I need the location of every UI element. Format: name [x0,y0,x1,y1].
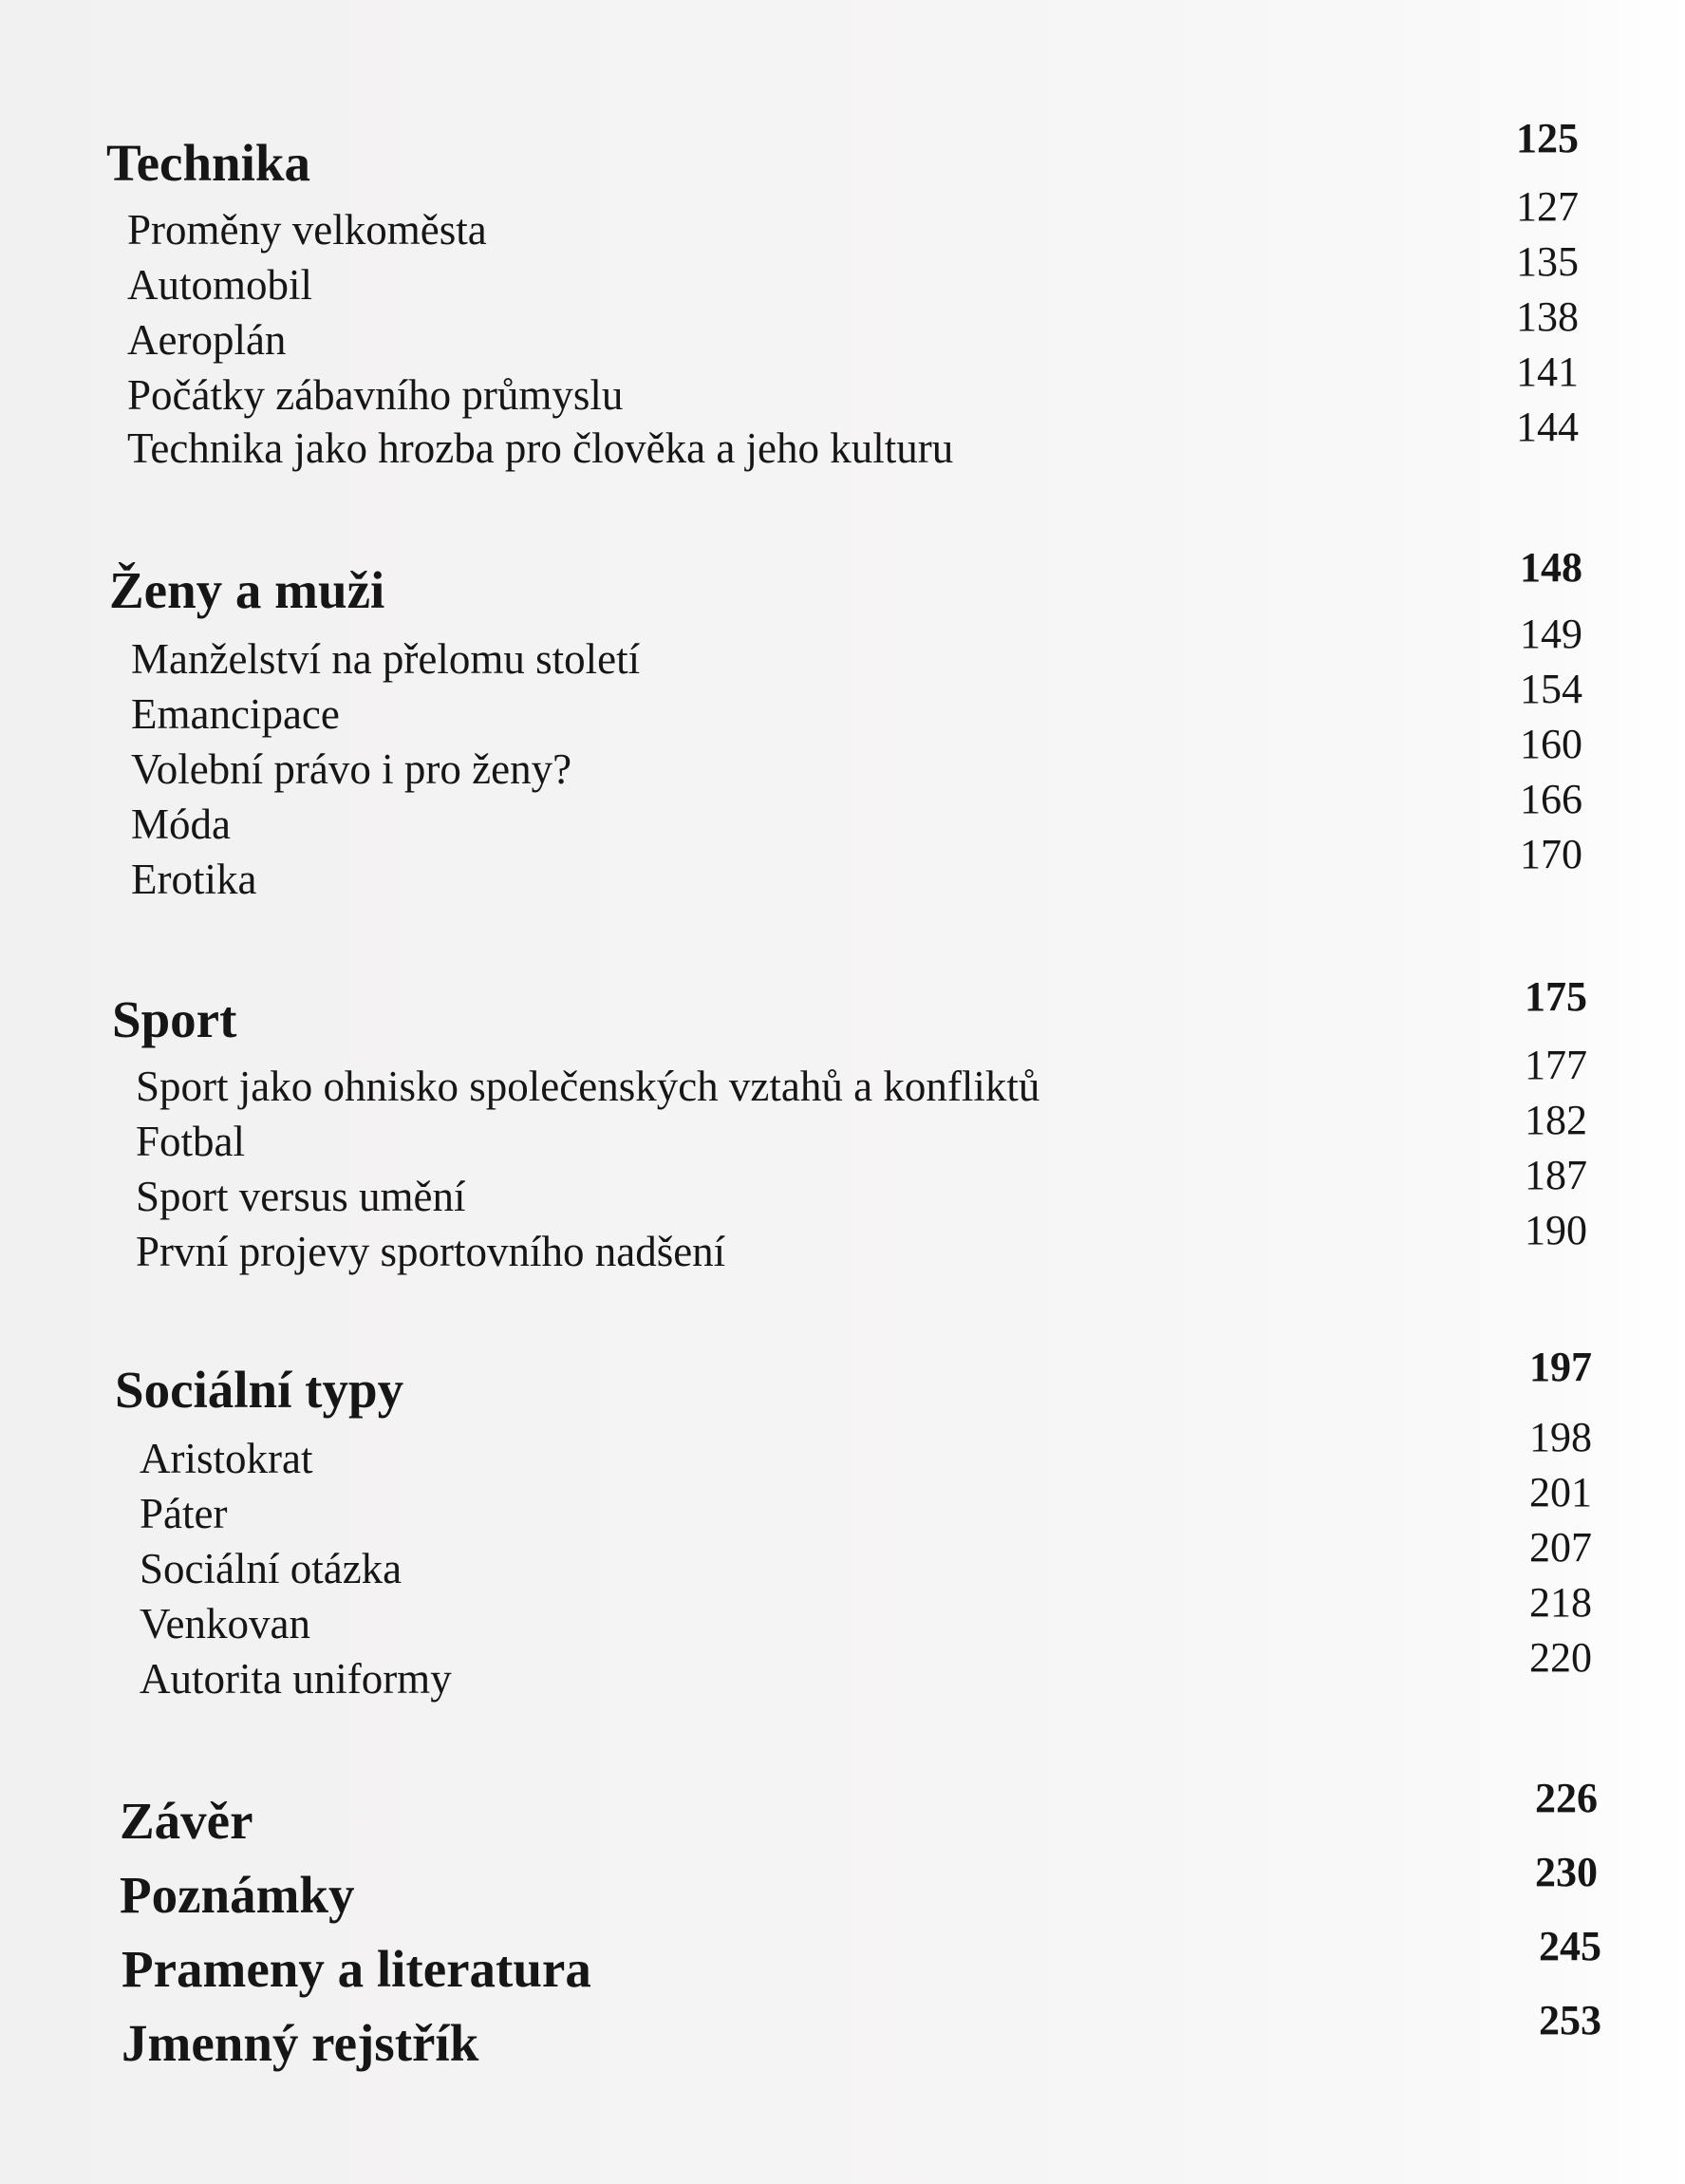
toc-entry: Emancipace [131,690,340,738]
toc-entry-page: 154 [1520,666,1582,712]
section-title-prameny-a-literatura: Prameny a literatura [122,1940,591,1998]
section-title-socialni-typy: Sociální typy [115,1361,404,1419]
toc-entry-page: 144 [1516,404,1579,450]
toc-entry-page: 160 [1520,721,1582,767]
toc-entry: Aristokrat [140,1435,313,1482]
toc-entry-page: 170 [1520,831,1582,877]
toc-entry-page: 138 [1516,293,1579,340]
section-page-zeny-a-muzi: 148 [1520,544,1582,591]
section-title-sport: Sport [112,990,237,1048]
toc-entry-page: 135 [1516,238,1579,285]
show-through-heading [1357,104,1642,180]
toc-entry: Venkovan [140,1600,310,1647]
toc-entry: Fotbal [136,1118,246,1165]
toc-entry: Páter [140,1490,228,1537]
toc-entry: Erotika [131,856,257,903]
toc-entry-page: 190 [1525,1207,1587,1253]
section-page-technika: 125 [1516,115,1579,161]
toc-entry: První projevy sportovního nadšení [136,1228,726,1275]
section-title-zeny-a-muzi: Ženy a muži [109,561,385,619]
section-title-zaver: Závěr [120,1792,253,1850]
toc-entry-page: 182 [1525,1097,1587,1143]
section-page-zaver: 226 [1535,1775,1598,1821]
toc-entry: Manželství na přelomu století [131,635,641,683]
toc-entry-page: 187 [1525,1152,1587,1198]
toc-entry: Volební právo i pro ženy? [131,745,572,793]
toc-entry: Sport versus umění [136,1173,466,1220]
section-title-poznamky: Poznámky [120,1866,355,1924]
toc-entry: Autorita uniformy [140,1655,452,1703]
section-page-socialni-typy: 197 [1529,1344,1592,1390]
section-page-jmenny-rejstrik: 253 [1539,1997,1601,2043]
toc-entry-page: 177 [1525,1042,1587,1088]
toc-entry: Sociální otázka [140,1545,403,1592]
section-page-sport: 175 [1525,973,1587,1020]
toc-entry-page: 166 [1520,776,1582,822]
toc-entry-page: 218 [1529,1579,1592,1626]
toc-entry-page: 141 [1516,348,1579,395]
toc-entry: Sport jako ohnisko společenských vztahů a konfliktů [136,1063,1040,1110]
toc-entry: Proměny velkoměsta [127,206,487,254]
toc-entry: Počátky zábavního průmyslu [127,371,624,419]
toc-entry: Móda [131,800,231,848]
section-title-technika: Technika [106,134,311,192]
toc-entry: Automobil [127,261,313,309]
toc-entry-page: 198 [1529,1414,1592,1460]
toc-entry-page: 207 [1529,1524,1592,1571]
toc-entry-page: 201 [1529,1469,1592,1516]
section-title-jmenny-rejstrik: Jmenný rejstřík [122,2014,479,2072]
section-page-prameny-a-literatura: 245 [1539,1923,1601,1969]
section-page-poznamky: 230 [1535,1849,1598,1895]
toc-entry-page: 127 [1516,183,1579,230]
toc-entry: Technika jako hrozba pro člověka a jeho kulturu [127,424,954,472]
toc-entry: Aeroplán [127,316,287,364]
toc-entry-page: 149 [1520,611,1582,657]
toc-entry-page: 220 [1529,1634,1592,1681]
